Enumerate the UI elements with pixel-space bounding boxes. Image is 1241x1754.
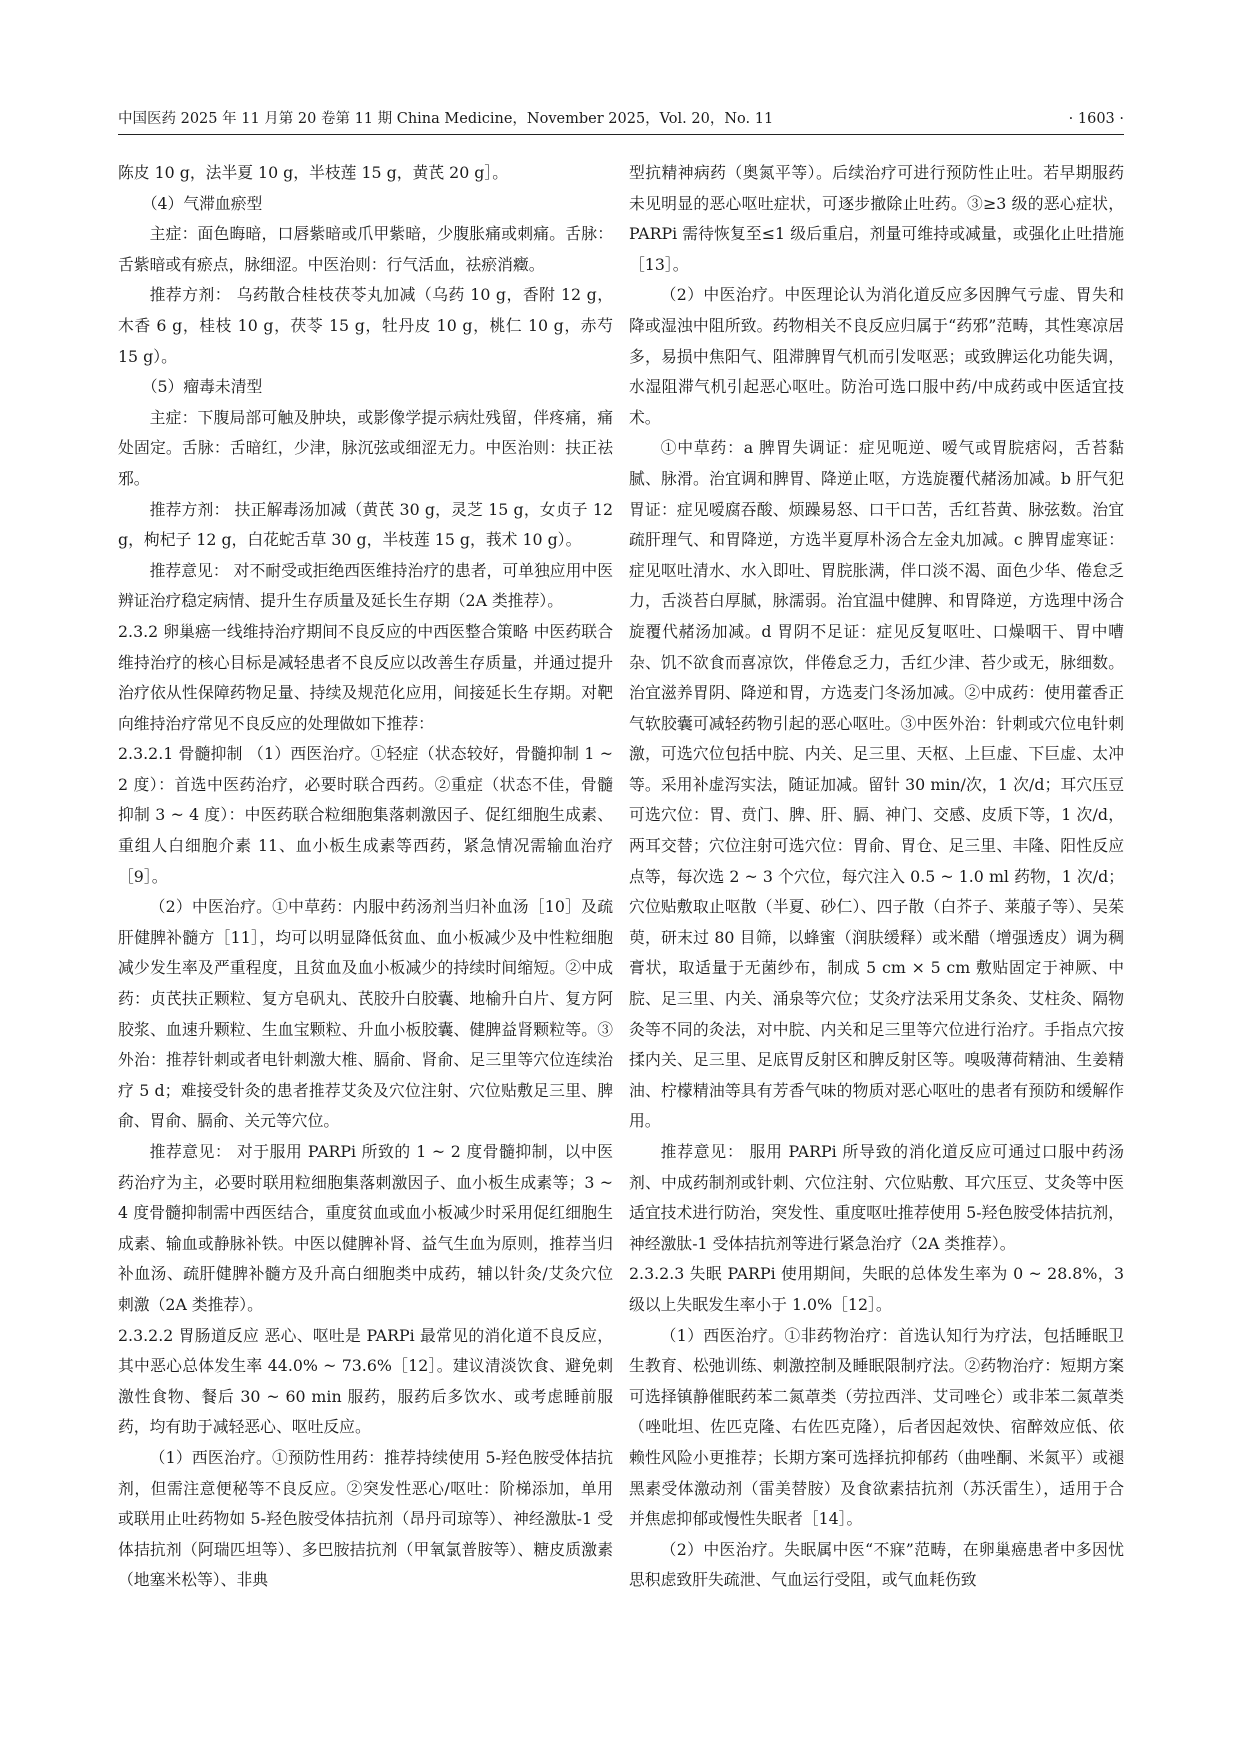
paragraph: 推荐意见： 对于服用 PARPi 所致的 1 ~ 2 度骨髓抑制，以中医药治疗为主，必要时联用粒细胞集落刺激因子、血小板生成素等；3 ~ 4 度骨髓抑制需中西医结合，重度贫血或血小板减少时采用促红细胞生成素、输血或静脉补铁。中医以健脾补肾、益气生血为原则，推荐当归补血汤、疏肝健脾补髓方及升高白细胞类中成药，辅以针灸/艾灸穴位刺激（2A 类推荐）。 [118, 1142, 613, 1314]
paragraph: 2.3.2.1 骨髓抑制 （1）西医治疗。①轻症（状态较好，骨髓抑制 1 ~ 2 度）：首选中医药治疗，必要时联合西药。②重症（状态不佳，骨髓抑制 3 ~ 4 度）：中医药联合粒细胞集落刺激因子、促红细胞生成素、重组人白细胞介素 11、血小板生成素等西药，紧急情况需输血治疗［9］。 [118, 744, 613, 886]
paragraph: 推荐方剂： 扶正解毒汤加减（黄芪 30 g，灵芝 15 g，女贞子 12 g，枸杞子 12 g，白花蛇舌草 30 g，半枝莲 15 g，莪术 10 g）。 [118, 499, 613, 550]
right-text-column [629, 158, 1124, 1718]
paragraph: 型抗精神病药（奥氮平等）。后续治疗可进行预防性止吐。若早期服药未见明显的恶心呕吐症状，可逐步撤除止吐药。③≥3 级的恶心症状，PARPi 需待恢复至≤1 级后重启，剂量可维持或减量，或强化止吐措施［13］。 [629, 163, 1124, 274]
journal-citation-line: 中国医药 2025 年 11 月第 20 卷第 11 期 China Medicine，November 2025，Vol. 20，No. 11 [118, 111, 774, 127]
paragraph: （2）中医治疗。中医理论认为消化道反应多因脾气亏虚、胃失和降或湿浊中阻所致。药物相关不良反应归属于“药邪”范畴，其性寒凉居多，易损中焦阳气、阻滞脾胃气机而引发呕恶；或致脾运化功能失调，水湿阻滞气机引起恶心呕吐。防治可选口服中药/中成药或中医适宜技术。 [629, 285, 1124, 427]
running-header [118, 108, 1124, 135]
paragraph: （2）中医治疗。①中草药：内服中药汤剂当归补血汤［10］及疏肝健脾补髓方［11］，均可以明显降低贫血、血小板减少及中性粒细胞减少发生率及严重程度，且贫血及血小板减少的持续时间缩短。②中成药：贞芪扶正颗粒、复方皂矾丸、芪胶升白胶囊、地榆升白片、复方阿胶浆、血速升颗粒、生血宝颗粒、升血小板胶囊、健脾益肾颗粒等。③外治：推荐针刺或者电针刺激大椎、膈俞、肾俞、足三里等穴位连续治疗 5 d；难接受针灸的患者推荐艾灸及穴位注射、穴位贴敷足三里、脾俞、胃俞、膈俞、关元等穴位。 [118, 897, 613, 1131]
paragraph: 2.3.2.3 失眠 PARPi 使用期间，失眠的总体发生率为 0 ~ 28.8%，3 级以上失眠发生率小于 1.0%［12］。 [629, 1264, 1124, 1314]
paragraph: （5）瘤毒未清型 [141, 377, 263, 397]
paragraph: 推荐方剂： 乌药散合桂枝茯苓丸加减（乌药 10 g，香附 12 g，木香 6 g，桂枝 10 g，茯苓 15 g，牡丹皮 10 g，桃仁 10 g，赤芍 15 g）。 [118, 285, 613, 366]
paragraph: 2.3.2.2 胃肠道反应 恶心、呕吐是 PARPi 最常见的消化道不良反应，其中恶心总体发生率 44.0% ~ 73.6%［12］。建议清淡饮食、避免刺激性食物、餐后 30 ~ 60 min 服药，服药后多饮水、或考虑睡前服药，均有助于减轻恶心、呕吐反应。 [118, 1325, 613, 1437]
paragraph: 陈皮 10 g，法半夏 10 g，半枝莲 15 g，黄芪 20 g］。 [118, 163, 509, 182]
paragraph: （1）西医治疗。①非药物治疗：首选认知行为疗法，包括睡眠卫生教育、松弛训练、刺激控制及睡眠限制疗法。②药物治疗：短期方案可选择镇静催眠药苯二氮䓬类（劳拉西泮、艾司唑仑）或非苯二氮䓬类（唑吡坦、佐匹克隆、右佐匹克隆），后者因起效快、宿醉效应低、依赖性风险小更推荐；长期方案可选择抗抑郁药（曲唑酮、米氮平）或褪黑素受体激动剂（雷美替胺）及食欲素拮抗剂（苏沃雷生），适用于合并焦虑抑郁或慢性失眠者［14］。 [629, 1325, 1124, 1529]
paragraph: 推荐意见： 对不耐受或拒绝西医维持治疗的患者，可单独应用中医辨证治疗稳定病情、提升生存质量及延长生存期（2A 类推荐）。 [118, 560, 613, 611]
paragraph: ①中草药：a 脾胃失调证：症见呃逆、嗳气或胃脘痞闷，舌苔黏腻、脉滑。治宜调和脾胃、降逆止呕，方选旋覆代赭汤加减。b 肝气犯胃证：症见嗳腐吞酸、烦躁易怒、口干口苦，舌红苔黄、脉弦数。治宜疏肝理气、和胃降逆，方选半夏厚朴汤合左金丸加减。c 脾胃虚寒证：症见呕吐清水、水入即吐、胃脘胀满，伴口淡不渴、面色少华、倦怠乏力，舌淡苔白厚腻，脉濡弱。治宜温中健脾、和胃降逆，方选理中汤合旋覆代赭汤加减。d 胃阴不足证：症见反复呕吐、口燥咽干、胃中嘈杂、饥不欲食而喜凉饮，伴倦怠乏力，舌红少津、苔少或无，脉细数。治宜滋养胃阴、降逆和胃，方选麦门冬汤加减。②中成药：使用藿香正气软胶囊可减轻药物引起的恶心呕吐。③中医外治：针刺或穴位电针刺激，可选穴位包括中脘、内关、足三里、天枢、上巨虚、下巨虚、太冲等。采用补虚泻实法，随证加减。留针 30 min/次，1 次/d；耳穴压豆可选穴位：胃、贲门、脾、肝、膈、神门、交感、皮质下等，1 次/d，两耳交替；穴位注射可选穴位：胃俞、胃仓、足三里、丰隆、阳性反应点等，每次选 2 ~ 3 个穴位，每穴注入 0.5 ~ 1.0 ml 药物，1 次/d；穴位贴敷取止呕散（半夏、砂仁）、四子散（白芥子、莱菔子等）、吴茱萸，研末过 80 目筛，以蜂蜜（润肤缓释）或米醋（增强透皮）调为稠膏状，取适量于无菌纱布，制成 5 cm × 5 cm 敷贴固定于神厥、中脘、足三里、内关、涌泉等穴位；艾灸疗法采用艾条灸、艾柱灸、隔物灸等不同的灸法，对中脘、内关和足三里等穴位进行治疗。手指点穴按揉内关、足三里、足底胃反射区和脾反射区等。嗅吸薄荷精油、生姜精油、柠檬精油等具有芳香气味的物质对恶心呕吐的患者有预防和缓解作用。 [629, 438, 1124, 1131]
left-text-column [118, 158, 613, 1718]
paragraph: （1）西医治疗。①预防性用药：推荐持续使用 5-羟色胺受体拮抗剂，但需注意便秘等不良反应。②突发性恶心/呕吐：阶梯添加，单用或联用止吐药物如 5-羟色胺受体拮抗剂（昂丹司琼等）、神经激肽-1 受体拮抗剂（阿瑞匹坦等）、多巴胺拮抗剂（甲氧氯普胺等）、糖皮质激素（地塞米松等）、非典 [118, 1447, 613, 1590]
paragraph: 2.3.2 卵巢癌一线维持治疗期间不良反应的中西医整合策略 中医药联合维持治疗的核心目标是减轻患者不良反应以改善生存质量，并通过提升治疗依从性保障药物足量、持续及规范化应用，间接延长生存期。对靶向维持治疗常见不良反应的处理做如下推荐： [118, 621, 613, 733]
paragraph: 推荐意见： 服用 PARPi 所导致的消化道反应可通过口服中药汤剂、中成药制剂或针刺、穴位注射、穴位贴敷、耳穴压豆、艾灸等中医适宜技术进行防治，突发性、重度呕吐推荐使用 5-羟色胺受体拮抗剂，神经激肽-1 受体拮抗剂等进行紧急治疗（2A 类推荐）。 [629, 1142, 1124, 1253]
page-number: · 1603 · [1068, 111, 1124, 127]
paragraph: （4）气滞血瘀型 [141, 193, 263, 213]
paragraph: 主症：下腹局部可触及肿块，或影像学提示病灶残留，伴疼痛，痛处固定。舌脉：舌暗红，少津，脉沉弦或细涩无力。中医治则：扶正祛邪。 [118, 407, 613, 488]
paragraph: 主症：面色晦暗，口唇紫暗或爪甲紫暗，少腹胀痛或刺痛。舌脉：舌紫暗或有瘀点，脉细涩。中医治则：行气活血，祛瘀消癥。 [118, 224, 613, 274]
paragraph: （2）中医治疗。失眠属中医“不寐”范畴，在卵巢癌患者中多因忧思积虑致肝失疏泄、气血运行受阻，或气血耗伤致 [629, 1539, 1124, 1590]
